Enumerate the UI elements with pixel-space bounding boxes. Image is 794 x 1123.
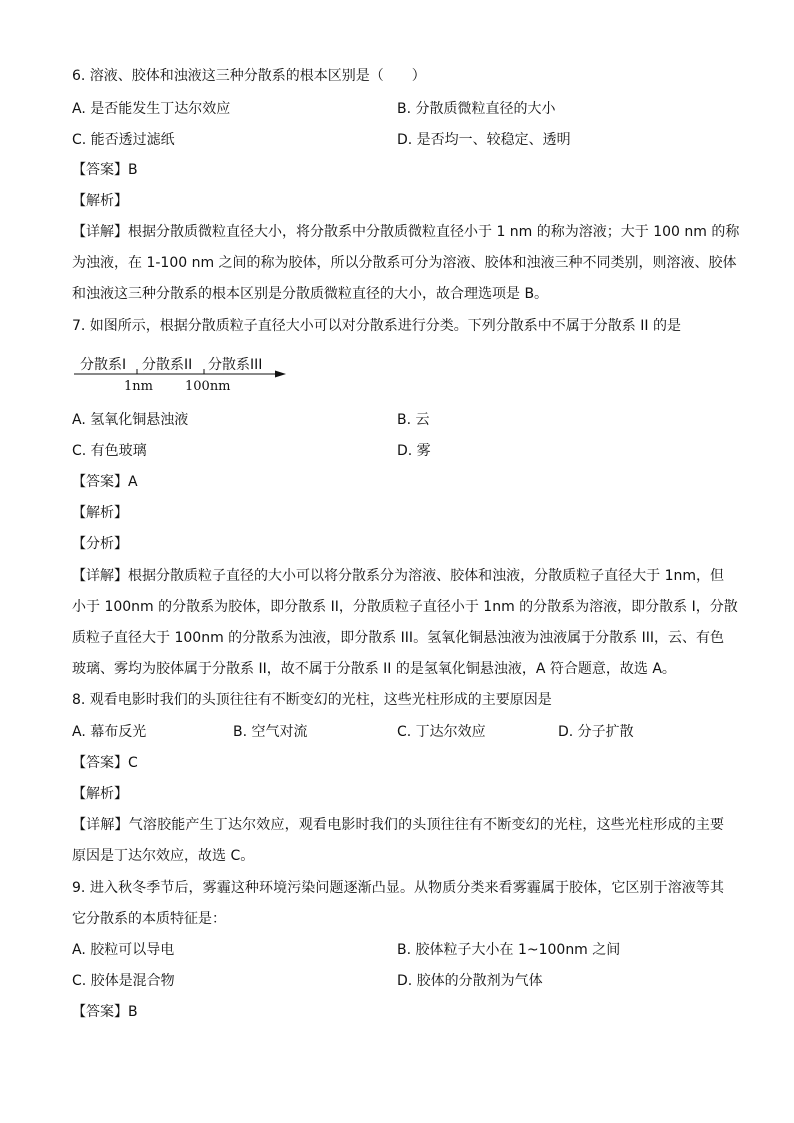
- diagram-arrow-head: [275, 371, 286, 378]
- q9-option-b: B. 胶体粒子大小在 1~100nm 之间: [397, 942, 621, 958]
- q6-stem: 6. 溶液、胶体和浊液这三种分散系的根本区别是（ ）: [72, 68, 426, 84]
- q7-fenxi-heading: 【分析】: [72, 536, 128, 552]
- diagram-tick-label-1nm: 1nm: [124, 379, 153, 394]
- q9-option-d: D. 胶体的分散剂为气体: [397, 973, 543, 989]
- q6-option-d: D. 是否均一、较稳定、透明: [397, 132, 571, 148]
- q6-option-a: A. 是否能发生丁达尔效应: [72, 101, 231, 117]
- q9-stem-line-1: 9. 进入秋冬季节后，雾霾这种环境污染问题逐渐凸显。从物质分类来看雾霾属于胶体，它区别于溶液等其: [72, 880, 724, 896]
- q9-stem-line-2: 它分散系的本质特征是：: [72, 911, 226, 927]
- q7-stem: 7. 如图所示，根据分散质粒子直径大小可以对分散系进行分类。下列分散系中不属于分散系 II 的是: [72, 318, 681, 334]
- q6-detail-line-1: 【详解】根据分散质微粒直径大小，将分散系中分散质微粒直径小于 1 nm 的称为溶液；大于 100 nm 的称: [72, 224, 740, 240]
- q7-option-c: C. 有色玻璃: [72, 443, 147, 459]
- diagram-tick-label-100nm: 100nm: [185, 379, 231, 394]
- q6-option-c: C. 能否透过滤纸: [72, 132, 175, 148]
- q6-analysis-heading: 【解析】: [72, 193, 128, 209]
- q6-detail-line-3: 和浊液这三种分散系的根本区别是分散质微粒直径的大小，故合理选项是 B。: [72, 286, 549, 302]
- q6-option-b: B. 分散质微粒直径的大小: [397, 101, 556, 117]
- q8-detail-line-2: 原因是丁达尔效应，故选 C。: [72, 848, 255, 864]
- q8-analysis-heading: 【解析】: [72, 786, 128, 802]
- q7-option-d: D. 雾: [397, 443, 431, 459]
- q7-detail-line-1: 【详解】根据分散质粒子直径的大小可以将分散系分为溶液、胶体和浊液，分散质粒子直径大于 1nm，但: [72, 568, 724, 584]
- q8-answer: 【答案】C: [72, 755, 138, 771]
- q7-analysis-heading: 【解析】: [72, 505, 128, 521]
- q7-detail-line-2: 小于 100nm 的分散系为胶体，即分散系 II，分散质粒子直径小于 1nm 的分散系为溶液，即分散系 I，分散: [72, 599, 738, 615]
- q8-option-d: D. 分子扩散: [558, 724, 634, 740]
- diagram-label-system-3: 分散系III: [208, 357, 263, 373]
- q8-option-b: B. 空气对流: [233, 724, 308, 740]
- q8-stem: 8. 观看电影时我们的头顶往往有不断变幻的光柱，这些光柱形成的主要原因是: [72, 692, 552, 708]
- dispersion-classification-diagram: [72, 350, 292, 395]
- q7-option-a: A. 氢氧化铜悬浊液: [72, 412, 189, 428]
- q6-answer: 【答案】B: [72, 162, 138, 178]
- q7-detail-line-3: 质粒子直径大于 100nm 的分散系为浊液，即分散系 III。氢氧化铜悬浊液为浊液属于分散系 III，云、有色: [72, 630, 724, 646]
- q7-answer: 【答案】A: [72, 474, 138, 490]
- q9-option-c: C. 胶体是混合物: [72, 973, 175, 989]
- diagram-label-system-1: 分散系I: [80, 357, 127, 373]
- q9-answer: 【答案】B: [72, 1004, 138, 1020]
- q8-option-a: A. 幕布反光: [72, 724, 147, 740]
- q8-detail-line-1: 【详解】气溶胶能产生丁达尔效应，观看电影时我们的头顶往往有不断变幻的光柱，这些光柱形成的主要: [72, 817, 724, 833]
- q9-option-a: A. 胶粒可以导电: [72, 942, 175, 958]
- q7-option-b: B. 云: [397, 412, 430, 428]
- diagram-label-system-2: 分散系II: [142, 357, 193, 373]
- q7-detail-line-4: 玻璃、雾均为胶体属于分散系 II，故不属于分散系 II 的是氢氧化铜悬浊液，A 符合题意，故选 A。: [72, 661, 676, 677]
- q8-option-c: C. 丁达尔效应: [397, 724, 486, 740]
- q6-detail-line-2: 为浊液，在 1-100 nm 之间的称为胶体，所以分散系可分为溶液、胶体和浊液三种不同类别，则溶液、胶体: [72, 255, 737, 271]
